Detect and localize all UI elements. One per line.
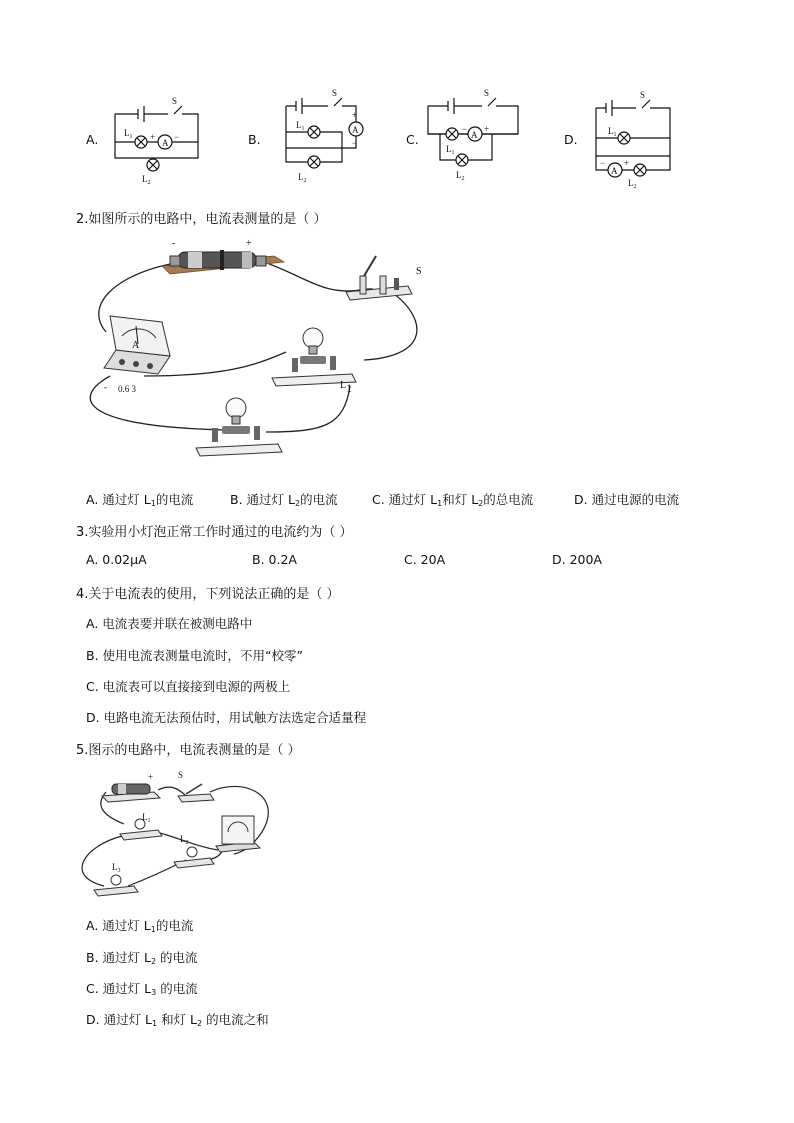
svg-text:+: +: [352, 110, 358, 120]
battery-icon: [162, 250, 284, 274]
l2-label: $L_2$: [142, 174, 151, 186]
svg-text:A: A: [611, 166, 618, 176]
question-3-option-a[interactable]: A. 0.02μA: [86, 552, 147, 567]
circuit-diagram-b: [272, 90, 372, 186]
svg-text:L2: $L_2$: [456, 170, 465, 182]
bulb-l2-icon: [196, 398, 282, 456]
ammeter-label: A: [162, 138, 169, 148]
question-4-option-d[interactable]: D. 电路电流无法预估时，用试触方法选定合适量程: [86, 710, 367, 725]
svg-text:+: +: [150, 132, 156, 142]
question-5-option-a[interactable]: A. 通过灯 $L_1$的电流: [86, 918, 194, 934]
question-2-stem: 2.如图所示的电路中，电流表测量的是（ ）: [76, 212, 327, 227]
svg-text:−: −: [174, 132, 180, 142]
question-2-circuit-illustration: [74, 236, 454, 466]
question-3-option-d[interactable]: D. 200A: [552, 552, 602, 567]
question-4-stem: 4.关于电流表的使用，下列说法正确的是（ ）: [76, 587, 340, 602]
svg-text:0.6 3: 0.6 3: [118, 384, 136, 394]
question-4-option-c[interactable]: C. 电流表可以直接接到电源的两极上: [86, 679, 291, 694]
circuit-diagram-a: [110, 94, 210, 190]
question-2-option-a[interactable]: A. 通过灯 $L_1$的电流: [86, 492, 194, 508]
question-4-option-a[interactable]: A. 电流表要并联在被测电路中: [86, 616, 253, 631]
l1-label: L1: [340, 380, 353, 395]
svg-text:S: S: [178, 770, 184, 780]
circuit-diagram-c: [428, 90, 528, 186]
svg-text:-: -: [104, 382, 107, 392]
battery-icon: [102, 784, 160, 802]
svg-text:+: +: [246, 238, 252, 249]
svg-text:L1: $L_1$: [608, 126, 617, 138]
question-5-option-b[interactable]: B. 通过灯 $L_2$ 的电流: [86, 950, 198, 966]
svg-text:S: S: [332, 88, 338, 98]
ammeter-letter: A: [132, 340, 140, 351]
bulb-l1-icon: [120, 819, 162, 840]
circuit-diagram-d: [588, 90, 688, 190]
svg-text:+: +: [484, 124, 490, 134]
question-2-option-b[interactable]: B. 通过灯 $L_2$的电流: [230, 492, 338, 508]
question-3-option-b[interactable]: B. 0.2A: [252, 552, 297, 567]
svg-text:L2: $L_2$: [628, 178, 637, 190]
question-4-option-b[interactable]: B. 使用电流表测量电流时，不用“校零”: [86, 648, 303, 663]
option-d-label: D.: [564, 132, 578, 147]
svg-text:L1: $L_1$: [142, 812, 151, 824]
svg-text:L3: $L_3$: [112, 862, 121, 874]
bulb-l1-icon: [272, 328, 356, 386]
svg-text:L1: $L_1$: [446, 144, 455, 156]
svg-text:A: A: [471, 130, 478, 140]
question-5-circuit-illustration: [74, 766, 284, 900]
question-5-option-c[interactable]: C. 通过灯 $L_3$ 的电流: [86, 981, 198, 997]
ammeter-icon: [216, 816, 260, 852]
option-b-label: B.: [248, 132, 261, 147]
option-c-label: C.: [406, 132, 419, 147]
bulb-l2-icon: [174, 847, 214, 868]
l1-label: $L_1$: [124, 128, 133, 140]
svg-text:−: −: [352, 138, 358, 148]
svg-text:L2: $L_2$: [298, 172, 307, 184]
question-2-option-d[interactable]: D. 通过电源的电流: [574, 492, 680, 507]
svg-text:+: +: [148, 772, 154, 782]
switch-icon: [346, 256, 412, 300]
svg-text:A: A: [352, 125, 359, 135]
question-3-option-c[interactable]: C. 20A: [404, 552, 446, 567]
svg-text:−: −: [462, 124, 468, 134]
question-5-stem: 5.图示的电路中，电流表测量的是（ ）: [76, 743, 301, 758]
question-3-stem: 3.实验用小灯泡正常工作时通过的电流约为（ ）: [76, 525, 353, 540]
switch-label: S: [416, 266, 422, 277]
question-2-option-c[interactable]: C. 通过灯 $L_1$和灯 $L_2$的总电流: [372, 492, 534, 508]
svg-text:L1: $L_1$: [296, 120, 305, 132]
svg-text:−: −: [600, 158, 606, 168]
svg-text:S: S: [484, 88, 490, 98]
switch-label: S: [172, 96, 178, 106]
svg-text:-: -: [172, 238, 176, 249]
svg-text:L2: $L_2$: [180, 834, 189, 846]
svg-text:+: +: [624, 158, 630, 168]
option-a-label: A.: [86, 132, 99, 147]
svg-text:S: S: [640, 90, 646, 100]
question-5-option-d[interactable]: D. 通过灯 $L_1$ 和灯 $L_2$ 的电流之和: [86, 1012, 269, 1028]
